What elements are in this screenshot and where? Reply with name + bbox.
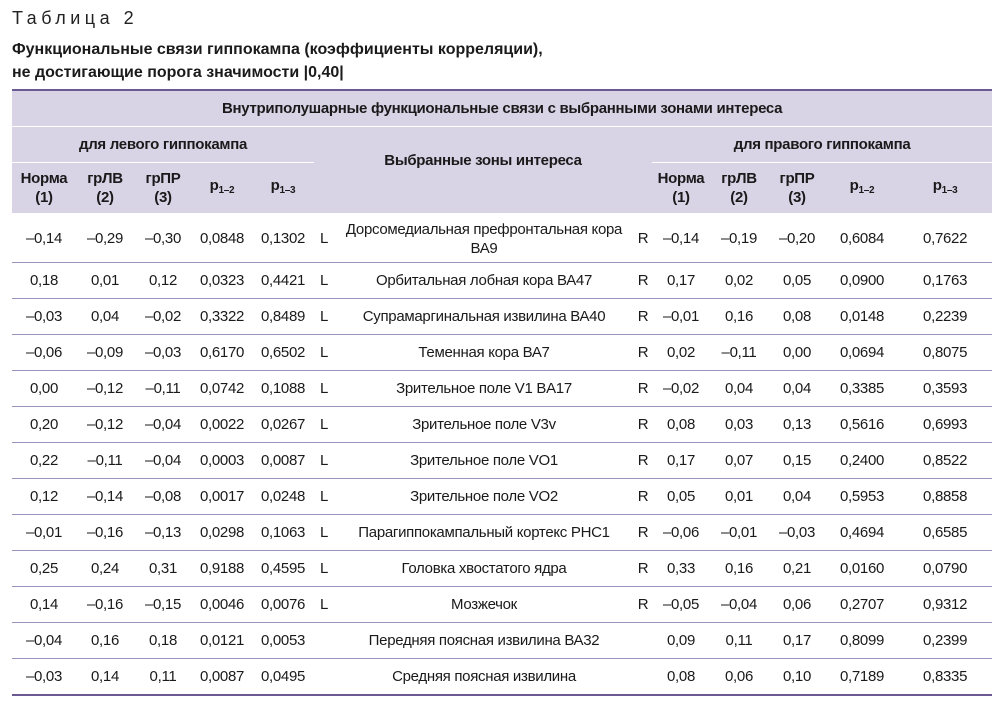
table-row	[12, 551, 992, 587]
right-p12-cell: 0,0160	[826, 551, 898, 587]
left-p12-cell: 0,3322	[192, 299, 252, 335]
correlation-table-container	[12, 89, 992, 696]
hemisphere-left-marker: L	[314, 335, 334, 371]
right-p12-cell: 0,0694	[826, 335, 898, 371]
left-p13-cell: 0,8489	[252, 299, 314, 335]
left-grlv-cell: 0,14	[76, 659, 134, 696]
right-grlv-cell: 0,11	[710, 623, 768, 659]
hemisphere-right-marker: R	[634, 214, 652, 263]
right-p13-cell: 0,8522	[898, 443, 992, 479]
col-header-left-p13: $p_{1-3}$	[270, 176, 296, 196]
left-grlv-cell: –0,14	[76, 479, 134, 515]
left-p12-cell: 0,0087	[192, 659, 252, 696]
zone-name-cell: Мозжечок	[334, 587, 634, 623]
left-grpr-cell: –0,02	[134, 299, 192, 335]
left-norma-cell: –0,03	[12, 659, 76, 696]
right-p13-cell: 0,8075	[898, 335, 992, 371]
zone-name-cell: Орбитальная лобная кора ВА47	[334, 263, 634, 299]
col-header-left-grpr: грПР (3)	[145, 169, 181, 206]
right-grlv-cell: –0,04	[710, 587, 768, 623]
hemisphere-right-marker: R	[634, 263, 652, 299]
hemisphere-right-marker: R	[634, 407, 652, 443]
left-norma-cell: 0,22	[12, 443, 76, 479]
left-grpr-cell: –0,30	[134, 214, 192, 263]
zone-name-cell: Зрительное поле V3v	[334, 407, 634, 443]
hemisphere-left-marker: L	[314, 443, 334, 479]
right-grpr-cell: 0,21	[768, 551, 826, 587]
hemisphere-left-marker	[314, 659, 334, 696]
zone-name-cell: Зрительное поле VO2	[334, 479, 634, 515]
hemisphere-left-marker: L	[314, 587, 334, 623]
left-p12-cell: 0,0742	[192, 371, 252, 407]
right-grpr-cell: 0,05	[768, 263, 826, 299]
right-p13-cell: 0,0790	[898, 551, 992, 587]
hemisphere-right-marker: R	[634, 335, 652, 371]
right-norma-cell: 0,33	[652, 551, 710, 587]
hemisphere-left-marker: L	[314, 407, 334, 443]
left-p13-cell: 0,4595	[252, 551, 314, 587]
zones-of-interest-header: Выбранные зоны интереса	[314, 126, 652, 214]
left-norma-cell: 0,00	[12, 371, 76, 407]
hemisphere-right-marker: R	[634, 371, 652, 407]
right-grpr-cell: 0,17	[768, 623, 826, 659]
left-grpr-cell: 0,11	[134, 659, 192, 696]
right-p12-cell: 0,0148	[826, 299, 898, 335]
left-hippocampus-header: для левого гиппокампа	[12, 126, 314, 162]
right-p13-cell: 0,7622	[898, 214, 992, 263]
table-row	[12, 371, 992, 407]
right-norma-cell: 0,17	[652, 443, 710, 479]
zone-name-cell: Дорсомедиальная префронтальная кора ВА9	[334, 214, 634, 263]
left-grlv-cell: 0,24	[76, 551, 134, 587]
left-p13-cell: 0,0495	[252, 659, 314, 696]
left-grlv-cell: –0,11	[76, 443, 134, 479]
right-grlv-cell: 0,16	[710, 551, 768, 587]
zone-name-cell: Парагиппокампальный кортекс PHC1	[334, 515, 634, 551]
right-norma-cell: –0,14	[652, 214, 710, 263]
right-grpr-cell: 0,04	[768, 371, 826, 407]
right-grpr-cell: 0,06	[768, 587, 826, 623]
left-p12-cell: 0,6170	[192, 335, 252, 371]
left-grpr-cell: –0,08	[134, 479, 192, 515]
table-row	[12, 407, 992, 443]
left-grpr-cell: –0,15	[134, 587, 192, 623]
hemisphere-left-marker: L	[314, 515, 334, 551]
right-p13-cell: 0,8858	[898, 479, 992, 515]
right-grlv-cell: 0,04	[710, 371, 768, 407]
table-row	[12, 263, 992, 299]
left-grpr-cell: –0,11	[134, 371, 192, 407]
table-row	[12, 623, 992, 659]
right-norma-cell: 0,17	[652, 263, 710, 299]
left-grpr-cell: 0,18	[134, 623, 192, 659]
hemisphere-right-marker: R	[634, 299, 652, 335]
right-grlv-cell: 0,06	[710, 659, 768, 696]
zone-name-cell: Теменная кора ВА7	[334, 335, 634, 371]
col-header-right-p12: $p_{1-2}$	[849, 176, 875, 196]
left-norma-cell: 0,12	[12, 479, 76, 515]
right-grlv-cell: 0,07	[710, 443, 768, 479]
left-p12-cell: 0,0017	[192, 479, 252, 515]
col-header-right-p13: $p_{1-3}$	[932, 176, 958, 196]
right-norma-cell: 0,02	[652, 335, 710, 371]
right-norma-cell: –0,02	[652, 371, 710, 407]
left-p13-cell: 0,1302	[252, 214, 314, 263]
right-grlv-cell: –0,11	[710, 335, 768, 371]
hemisphere-left-marker: L	[314, 371, 334, 407]
right-p13-cell: 0,3593	[898, 371, 992, 407]
left-p13-cell: 0,6502	[252, 335, 314, 371]
hemisphere-right-marker: R	[634, 587, 652, 623]
left-grlv-cell: –0,16	[76, 587, 134, 623]
right-grlv-cell: 0,03	[710, 407, 768, 443]
right-grpr-cell: 0,13	[768, 407, 826, 443]
left-grpr-cell: 0,31	[134, 551, 192, 587]
left-p12-cell: 0,0003	[192, 443, 252, 479]
left-grlv-cell: –0,12	[76, 371, 134, 407]
zone-name-cell: Зрительное поле VO1	[334, 443, 634, 479]
right-p12-cell: 0,0900	[826, 263, 898, 299]
table-row	[12, 335, 992, 371]
left-norma-cell: –0,06	[12, 335, 76, 371]
right-p12-cell: 0,2400	[826, 443, 898, 479]
right-norma-cell: 0,05	[652, 479, 710, 515]
right-p13-cell: 0,9312	[898, 587, 992, 623]
table-main-header: Внутриполушарные функциональные связи с выбранными зонами интереса	[12, 90, 992, 126]
hemisphere-right-marker: R	[634, 551, 652, 587]
left-p13-cell: 0,0248	[252, 479, 314, 515]
hemisphere-left-marker: L	[314, 551, 334, 587]
left-grpr-cell: –0,13	[134, 515, 192, 551]
zone-name-cell: Головка хвостатого ядра	[334, 551, 634, 587]
right-p13-cell: 0,2399	[898, 623, 992, 659]
right-p12-cell: 0,8099	[826, 623, 898, 659]
left-p13-cell: 0,0053	[252, 623, 314, 659]
hemisphere-left-marker: L	[314, 479, 334, 515]
left-p12-cell: 0,0298	[192, 515, 252, 551]
left-grlv-cell: 0,04	[76, 299, 134, 335]
table-title-line-2: не достигающие порога значимости |0,40|	[12, 64, 344, 81]
hemisphere-right-marker	[634, 623, 652, 659]
right-p13-cell: 0,2239	[898, 299, 992, 335]
right-p12-cell: 0,5616	[826, 407, 898, 443]
left-p13-cell: 0,0087	[252, 443, 314, 479]
table-body	[12, 214, 992, 695]
left-norma-cell: –0,04	[12, 623, 76, 659]
left-grlv-cell: –0,09	[76, 335, 134, 371]
right-grlv-cell: 0,01	[710, 479, 768, 515]
right-grpr-cell: 0,04	[768, 479, 826, 515]
right-p13-cell: 0,6585	[898, 515, 992, 551]
hemisphere-left-marker: L	[314, 299, 334, 335]
table-number-label: Таблица 2	[12, 8, 139, 28]
left-grpr-cell: –0,04	[134, 443, 192, 479]
hemisphere-right-marker: R	[634, 515, 652, 551]
zone-name-cell: Зрительное поле V1 BA17	[334, 371, 634, 407]
right-p13-cell: 0,1763	[898, 263, 992, 299]
correlation-table	[12, 89, 992, 696]
right-norma-cell: –0,05	[652, 587, 710, 623]
left-p13-cell: 0,1063	[252, 515, 314, 551]
right-p12-cell: 0,6084	[826, 214, 898, 263]
table-row	[12, 515, 992, 551]
left-grlv-cell: 0,16	[76, 623, 134, 659]
right-grpr-cell: –0,20	[768, 214, 826, 263]
left-grlv-cell: –0,16	[76, 515, 134, 551]
left-norma-cell: 0,20	[12, 407, 76, 443]
left-norma-cell: 0,18	[12, 263, 76, 299]
hemisphere-right-marker: R	[634, 479, 652, 515]
left-p13-cell: 0,0076	[252, 587, 314, 623]
hemisphere-left-marker: L	[314, 214, 334, 263]
right-norma-cell: 0,08	[652, 659, 710, 696]
left-grpr-cell: –0,04	[134, 407, 192, 443]
table-row	[12, 299, 992, 335]
left-p12-cell: 0,0848	[192, 214, 252, 263]
right-p12-cell: 0,2707	[826, 587, 898, 623]
right-grpr-cell: 0,08	[768, 299, 826, 335]
right-grpr-cell: –0,03	[768, 515, 826, 551]
right-p12-cell: 0,3385	[826, 371, 898, 407]
left-norma-cell: –0,14	[12, 214, 76, 263]
right-grpr-cell: 0,15	[768, 443, 826, 479]
left-p12-cell: 0,0046	[192, 587, 252, 623]
col-header-right-norma: Норма (1)	[657, 169, 705, 206]
right-p13-cell: 0,8335	[898, 659, 992, 696]
right-norma-cell: 0,09	[652, 623, 710, 659]
left-grpr-cell: 0,12	[134, 263, 192, 299]
left-grlv-cell: –0,29	[76, 214, 134, 263]
right-hippocampus-header: для правого гиппокампа	[652, 126, 992, 162]
col-header-left-norma: Норма (1)	[20, 169, 68, 206]
hemisphere-left-marker	[314, 623, 334, 659]
right-norma-cell: –0,01	[652, 299, 710, 335]
table-title-line-1: Функциональные связи гиппокампа (коэффициенты корреляции),	[12, 41, 543, 58]
right-grlv-cell: 0,02	[710, 263, 768, 299]
hemisphere-right-marker: R	[634, 443, 652, 479]
right-grpr-cell: 0,00	[768, 335, 826, 371]
left-p13-cell: 0,0267	[252, 407, 314, 443]
zone-name-cell: Передняя поясная извилина ВА32	[334, 623, 634, 659]
table-row	[12, 443, 992, 479]
left-grpr-cell: –0,03	[134, 335, 192, 371]
right-p12-cell: 0,5953	[826, 479, 898, 515]
zone-name-cell: Супрамаргинальная извилина ВА40	[334, 299, 634, 335]
table-row	[12, 479, 992, 515]
left-p12-cell: 0,0121	[192, 623, 252, 659]
left-grlv-cell: 0,01	[76, 263, 134, 299]
left-p12-cell: 0,0323	[192, 263, 252, 299]
table-row	[12, 587, 992, 623]
left-norma-cell: –0,01	[12, 515, 76, 551]
right-norma-cell: –0,06	[652, 515, 710, 551]
col-header-left-p12: $p_{1-2}$	[209, 176, 235, 196]
col-header-right-grpr: грПР (3)	[779, 169, 815, 206]
table-row	[12, 214, 992, 263]
right-p12-cell: 0,4694	[826, 515, 898, 551]
right-norma-cell: 0,08	[652, 407, 710, 443]
right-p12-cell: 0,7189	[826, 659, 898, 696]
right-grlv-cell: –0,19	[710, 214, 768, 263]
table-title	[12, 38, 543, 84]
left-p12-cell: 0,0022	[192, 407, 252, 443]
hemisphere-left-marker: L	[314, 263, 334, 299]
right-grlv-cell: –0,01	[710, 515, 768, 551]
left-p13-cell: 0,1088	[252, 371, 314, 407]
right-grlv-cell: 0,16	[710, 299, 768, 335]
left-grlv-cell: –0,12	[76, 407, 134, 443]
right-p13-cell: 0,6993	[898, 407, 992, 443]
left-p12-cell: 0,9188	[192, 551, 252, 587]
hemisphere-right-marker	[634, 659, 652, 696]
left-norma-cell: –0,03	[12, 299, 76, 335]
left-p13-cell: 0,4421	[252, 263, 314, 299]
left-norma-cell: 0,14	[12, 587, 76, 623]
col-header-left-grlv: грЛВ (2)	[87, 169, 123, 206]
zone-name-cell: Средняя поясная извилина	[334, 659, 634, 696]
left-norma-cell: 0,25	[12, 551, 76, 587]
right-grpr-cell: 0,10	[768, 659, 826, 696]
table-row	[12, 659, 992, 696]
col-header-right-grlv: грЛВ (2)	[721, 169, 757, 206]
